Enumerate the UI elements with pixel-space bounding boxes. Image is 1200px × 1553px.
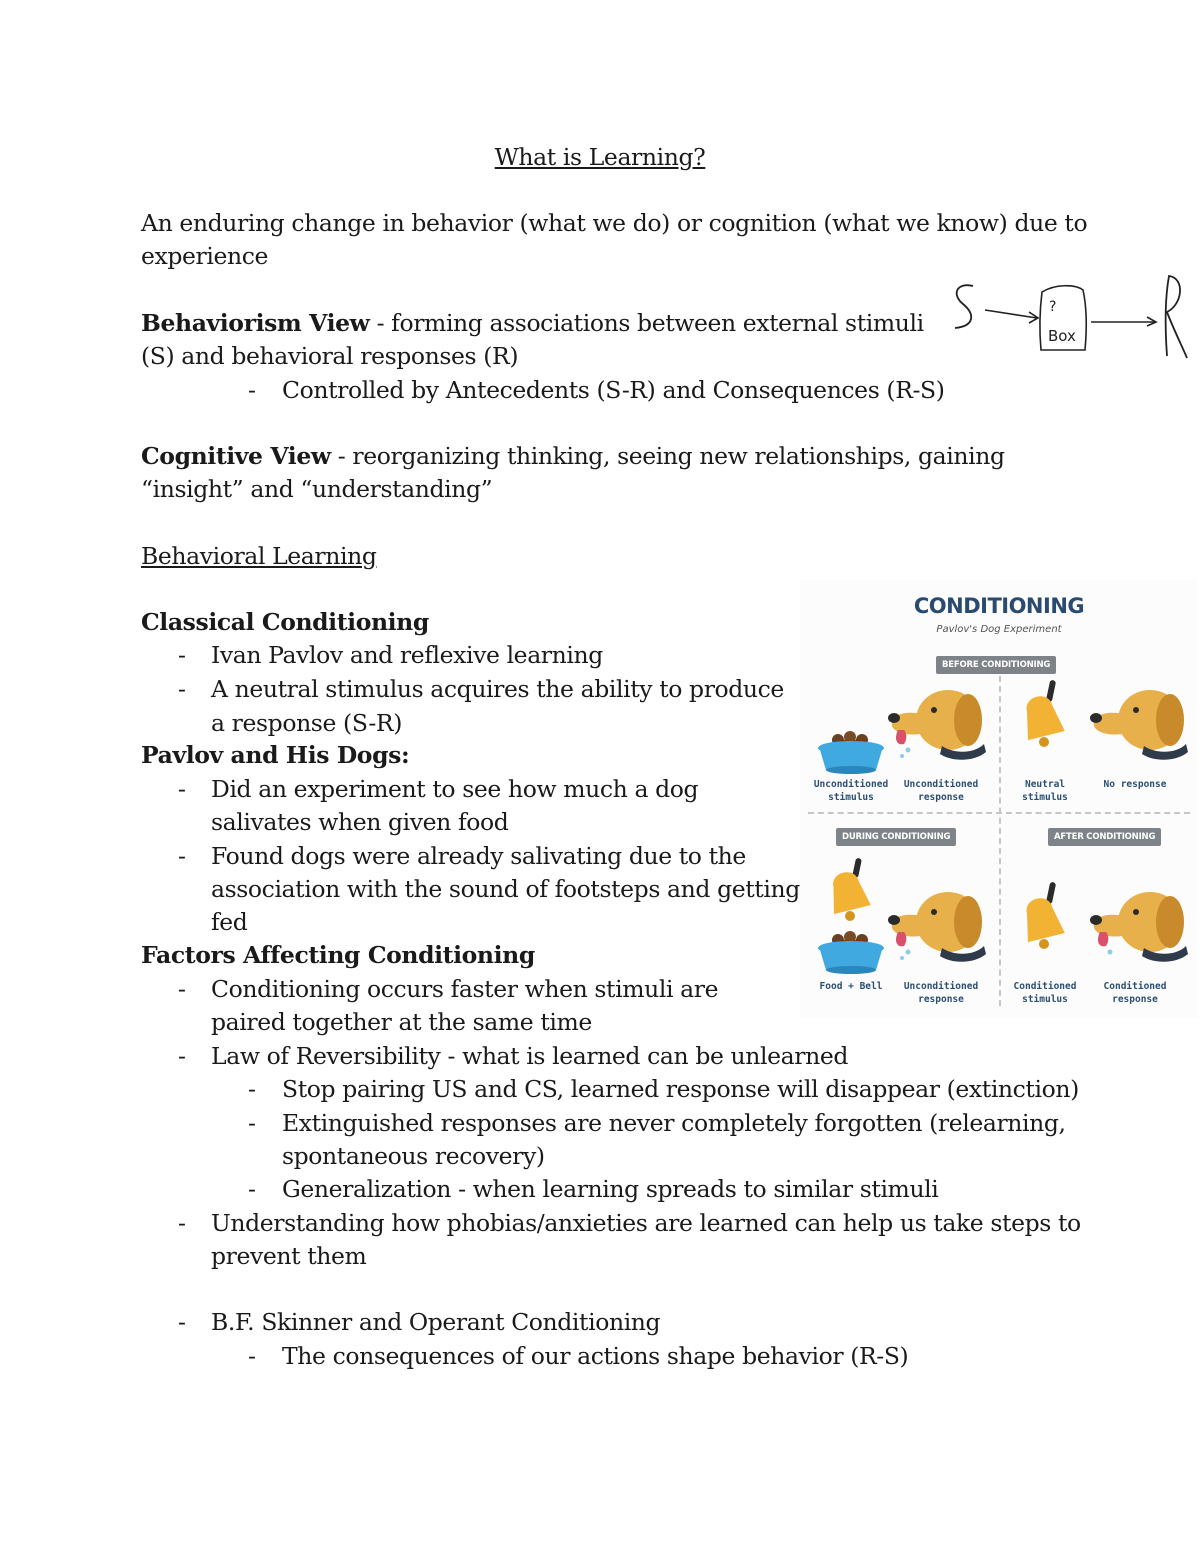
- factors-bullet-2-1: Stop pairing US and CS, learned response will disappear (extinction): [282, 1075, 1079, 1103]
- caption-conditioned-stimulus: Conditioned stimulus: [1013, 981, 1077, 1005]
- stimulus-response-sketch: [945, 268, 1190, 368]
- pavlov-bullet-2a: Found dogs were already salivating due to the: [211, 842, 746, 870]
- bell-icon: [822, 856, 878, 926]
- behaviorism-paragraph: [141, 309, 924, 337]
- page-title: What is Learning?: [494, 143, 706, 171]
- caption-food-bell: Food + Bell: [819, 981, 883, 992]
- classical-bullet-2a: A neutral stimulus acquires the ability to produce: [211, 675, 784, 703]
- figure-divider-vertical: [999, 676, 1001, 1006]
- drooling-dog-icon: [888, 882, 988, 962]
- dash-marker: -: [178, 675, 186, 703]
- cognitive-text-1: - reorganizing thinking, seeing new relationships, gaining: [330, 442, 1005, 470]
- caption-no-response: No response: [1103, 779, 1167, 790]
- classical-bullet-2b: a response (S-R): [211, 709, 402, 737]
- pavlov-bullet-1b: salivates when given food: [211, 808, 509, 836]
- definition-line-2: experience: [141, 242, 268, 270]
- pavlov-heading: Pavlov and His Dogs:: [141, 741, 410, 769]
- factors-bullet-2-2a: Extinguished responses are never completely forgotten (relearning,: [282, 1109, 1066, 1137]
- figure-divider-horizontal: [808, 812, 1190, 814]
- caption-conditioned-response: Conditioned response: [1103, 981, 1167, 1005]
- dash-marker: -: [248, 1175, 256, 1203]
- after-conditioning-label: AFTER CONDITIONING: [1048, 828, 1161, 846]
- caption-unconditioned-response: Unconditioned response: [903, 779, 979, 803]
- figure-subtitle: Pavlov's Dog Experiment: [936, 624, 1062, 635]
- drooling-dog-icon: [888, 680, 988, 760]
- during-conditioning-label: DURING CONDITIONING: [836, 828, 956, 846]
- dash-marker: -: [248, 376, 256, 404]
- pavlov-bullet-2b: association with the sound of footsteps and getting: [211, 875, 800, 903]
- pavlov-bullet-2c: fed: [211, 908, 248, 936]
- factors-bullet-2: Law of Reversibility - what is learned can be unlearned: [211, 1042, 848, 1070]
- factors-heading: Factors Affecting Conditioning: [141, 941, 535, 969]
- calm-dog-icon: [1090, 680, 1190, 760]
- behavioral-learning-heading: Behavioral Learning: [141, 542, 377, 570]
- figure-title: CONDITIONING: [913, 594, 1085, 618]
- cognitive-text-2: “insight” and “understanding”: [141, 475, 493, 503]
- sketch-box-label: Box: [1048, 327, 1076, 345]
- dash-marker: -: [248, 1109, 256, 1137]
- dash-marker: -: [248, 1342, 256, 1370]
- factors-bullet-3b: prevent them: [211, 1242, 367, 1270]
- before-conditioning-label: BEFORE CONDITIONING: [936, 656, 1056, 674]
- dash-marker: -: [178, 1042, 186, 1070]
- caption-neutral-stimulus: Neutral stimulus: [1022, 779, 1068, 803]
- caption-unconditioned-stimulus: Unconditioned stimulus: [813, 779, 889, 803]
- classical-bullet-1: Ivan Pavlov and reflexive learning: [211, 641, 603, 669]
- behaviorism-bullet: Controlled by Antecedents (S-R) and Consequences (R-S): [282, 376, 945, 404]
- dash-marker: -: [178, 775, 186, 803]
- factors-bullet-3a: Understanding how phobias/anxieties are learned can help us take steps to: [211, 1209, 1081, 1237]
- dash-marker: -: [178, 1308, 186, 1336]
- factors-bullet-1a: Conditioning occurs faster when stimuli are: [211, 975, 719, 1003]
- factors-bullet-2-3: Generalization - when learning spreads to similar stimuli: [282, 1175, 939, 1203]
- factors-bullet-2-2b: spontaneous recovery): [282, 1142, 545, 1170]
- pavlov-bullet-1a: Did an experiment to see how much a dog: [211, 775, 699, 803]
- food-bowl-icon: [816, 926, 886, 976]
- dash-marker: -: [178, 641, 186, 669]
- factors-bullet-1b: paired together at the same time: [211, 1008, 592, 1036]
- bell-icon: [1016, 880, 1072, 956]
- classical-heading: Classical Conditioning: [141, 608, 429, 636]
- bell-icon: [1016, 678, 1072, 754]
- dash-marker: -: [248, 1075, 256, 1103]
- conditioning-figure: [800, 580, 1198, 1018]
- definition-line-1: An enduring change in behavior (what we do) or cognition (what we know) due to: [141, 209, 1088, 237]
- cognitive-heading: Cognitive View: [141, 442, 331, 470]
- caption-unconditioned-response-2: Unconditioned response: [903, 981, 979, 1005]
- cognitive-paragraph: [141, 442, 1005, 470]
- food-bowl-icon: [816, 726, 886, 776]
- behaviorism-text-2: (S) and behavioral responses (R): [141, 342, 519, 370]
- dash-marker: -: [178, 842, 186, 870]
- behaviorism-heading: Behaviorism View: [141, 309, 370, 337]
- skinner-bullet: B.F. Skinner and Operant Conditioning: [211, 1308, 661, 1336]
- dash-marker: -: [178, 975, 186, 1003]
- drooling-dog-icon: [1090, 882, 1190, 962]
- sketch-question: ?: [1049, 299, 1057, 315]
- skinner-sub-bullet: The consequences of our actions shape behavior (R-S): [282, 1342, 909, 1370]
- dash-marker: -: [178, 1209, 186, 1237]
- behaviorism-text-1: - forming associations between external stimuli: [369, 309, 924, 337]
